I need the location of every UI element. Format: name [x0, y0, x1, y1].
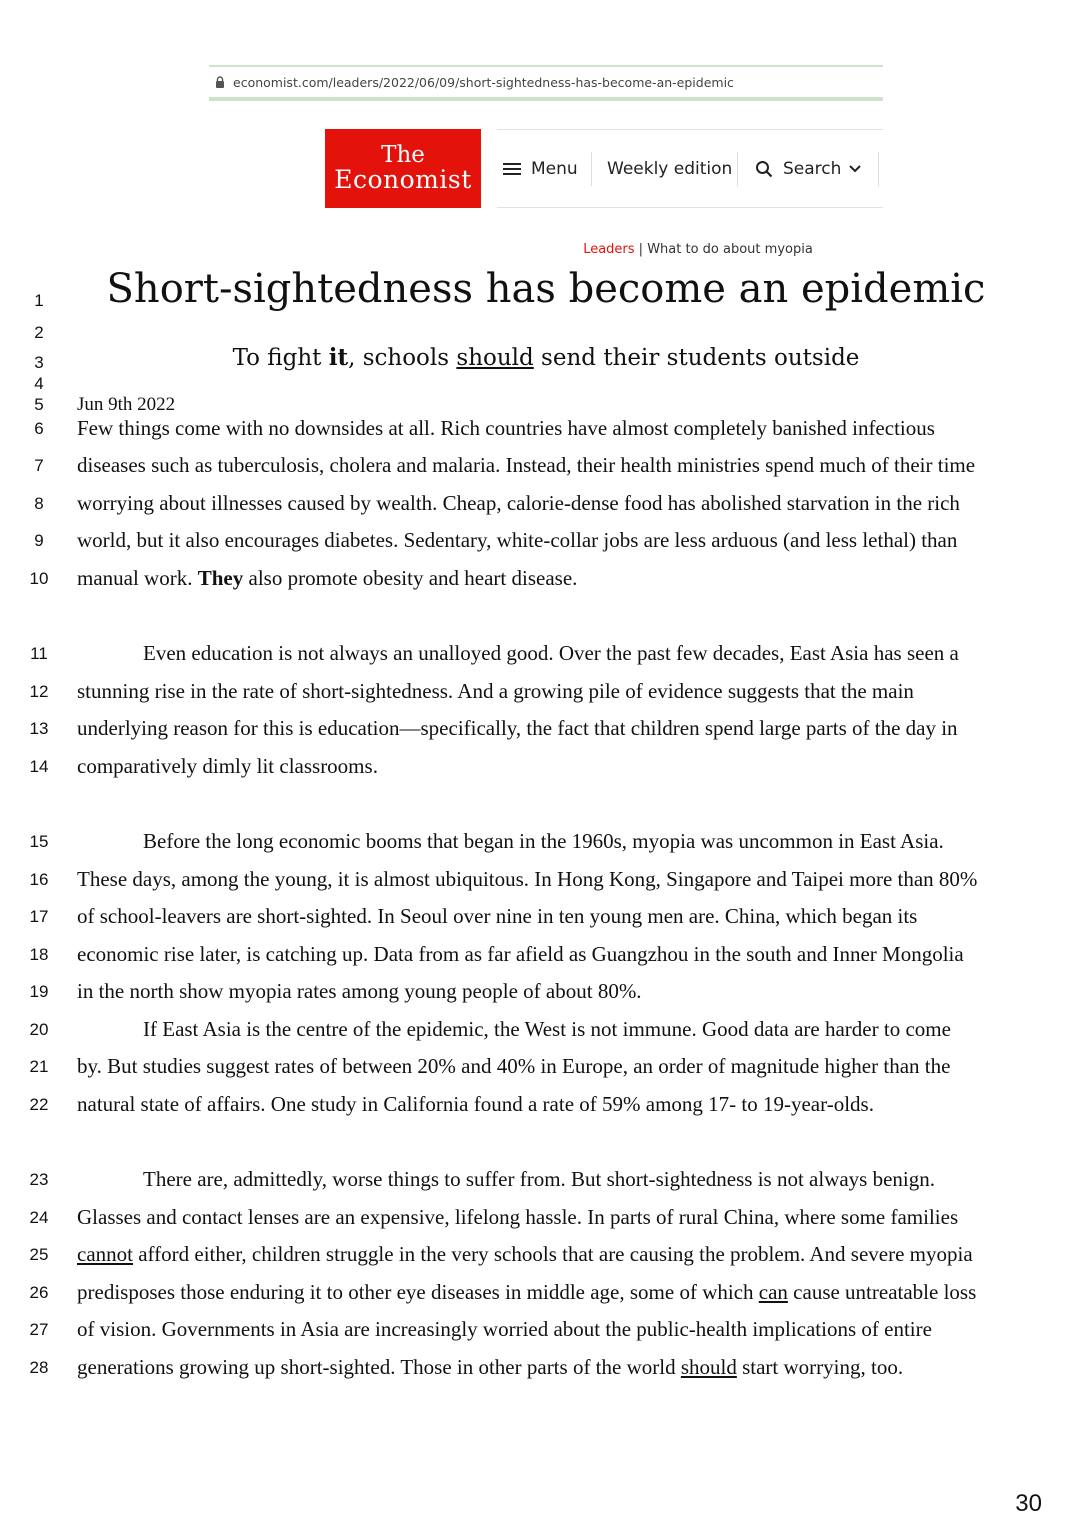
text-line: economic rise later, is catching up. Data from as far afield as Guangzhou in the south and Inner Mongolia: [77, 942, 964, 966]
text-span: cause untreatable loss: [787, 1280, 977, 1304]
text-line: Before the long economic booms that began in the 1960s, myopia was uncommon in East Asia.: [143, 829, 944, 853]
line-number: 27: [29, 1320, 49, 1339]
line-number: 26: [29, 1283, 49, 1302]
text-line: diseases such as tuberculosis, cholera and malaria. Instead, their health ministries spend much of their time: [77, 453, 976, 477]
logo-line-1: The: [381, 142, 425, 169]
subhead-underline: should: [456, 345, 534, 371]
text-span: afford either, children struggle in the very schools that are causing the problem. And severe myopia: [132, 1242, 973, 1266]
text-line: of vision. Governments in Asia are increasingly worried about the public-health implications of entire: [77, 1317, 932, 1341]
text-span: also promote obesity and heart disease.: [243, 566, 578, 590]
line-number: 21: [29, 1057, 49, 1076]
nav-divider: [591, 152, 592, 186]
text-line: of school-leavers are short-sighted. In Seoul over nine in ten young men are. China, which began its: [77, 904, 918, 928]
text-line: worrying about illnesses caused by wealth. Cheap, calorie-dense food has abolished starvation in the rich: [77, 491, 960, 515]
article-date: Jun 9th 2022: [77, 394, 176, 415]
search-icon: [755, 160, 773, 178]
nav-divider: [878, 152, 879, 186]
search-button[interactable]: [755, 130, 861, 207]
line-number: 20: [29, 1020, 49, 1039]
lock-icon: [215, 76, 225, 88]
line-number: 12: [29, 682, 49, 701]
line-number: 4: [34, 374, 44, 393]
line-number: 11: [30, 644, 48, 663]
line-number: 3: [34, 353, 44, 372]
url-text: economist.com/leaders/2022/06/09/short-sightedness-has-become-an-epidemic: [233, 74, 734, 90]
line-number: 13: [29, 719, 49, 738]
text-line: [77, 1355, 903, 1380]
text-line: [77, 1280, 976, 1305]
search-label: Search: [783, 158, 842, 179]
line-number: 7: [34, 456, 44, 475]
text-span: manual work.: [77, 566, 198, 590]
text-line: There are, admittedly, worse things to suffer from. But short-sightedness is not always benign.: [143, 1167, 936, 1191]
line-number: 6: [34, 419, 44, 438]
text-line: [77, 1242, 973, 1267]
text-line: These days, among the young, it is almost ubiquitous. In Hong Kong, Singapore and Taipei more than 80%: [77, 867, 978, 891]
text-line: comparatively dimly lit classrooms.: [77, 754, 378, 778]
line-number: 28: [29, 1358, 49, 1377]
text-line: Few things come with no downsides at all. Rich countries have almost completely banished infectious: [77, 416, 935, 440]
nav-divider: [737, 152, 738, 186]
text-line: Even education is not always an unalloyed good. Over the past few decades, East Asia has seen a: [143, 641, 959, 665]
kicker-separator: |: [634, 242, 648, 257]
text-line: stunning rise in the rate of short-sightedness. And a growing pile of evidence suggests that the main: [77, 679, 914, 703]
weekly-edition-label: Weekly edition: [607, 158, 733, 179]
subhead-bold: it: [328, 344, 349, 371]
text-line: world, but it also encourages diabetes. Sedentary, white-collar jobs are less arduous (and less lethal) than: [77, 528, 958, 552]
text-span: predisposes those enduring it to other eye diseases in middle age, some of which: [77, 1280, 759, 1304]
text-line: in the north show myopia rates among young people of about 80%.: [77, 979, 642, 1003]
hamburger-icon: [503, 162, 521, 176]
line-number: 19: [29, 982, 49, 1001]
menu-label: Menu: [531, 158, 578, 179]
line-number: 18: [29, 945, 49, 964]
url-bar[interactable]: [209, 65, 883, 101]
top-nav: [497, 129, 883, 208]
line-number: 24: [29, 1208, 49, 1227]
underlined-word: should: [680, 1355, 737, 1379]
line-number: 25: [29, 1245, 49, 1264]
economist-logo[interactable]: [325, 129, 481, 208]
line-number: 17: [29, 907, 49, 926]
line-number: 5: [34, 395, 44, 414]
line-number: 1: [34, 291, 44, 310]
chevron-down-icon: [849, 165, 861, 173]
bold-word: They: [197, 566, 244, 590]
text-line: [77, 566, 577, 591]
line-number: 22: [29, 1095, 49, 1114]
kicker-topic: What to do about myopia: [647, 242, 813, 257]
underlined-word: can: [758, 1280, 788, 1304]
text-span: start worrying, too.: [736, 1355, 904, 1379]
text-line: underlying reason for this is education—specifically, the fact that children spend large parts of the day in: [77, 716, 958, 740]
line-number: 23: [29, 1170, 49, 1189]
page-number: 30: [1015, 1490, 1042, 1517]
section-link[interactable]: Leaders: [583, 242, 635, 257]
text-line: natural state of affairs. One study in California found a rate of 59% among 17- to 19-year-olds.: [77, 1092, 874, 1116]
weekly-edition-link[interactable]: [607, 130, 732, 207]
headline: Short-sightedness has become an epidemic: [106, 266, 986, 312]
line-number: 16: [29, 870, 49, 889]
line-number: 15: [29, 832, 49, 851]
subheadline: [0, 344, 1080, 371]
subhead-text: To fight: [232, 345, 329, 371]
subhead-text: , schools: [348, 345, 457, 371]
text-line: by. But studies suggest rates of between 20% and 40% in Europe, an order of magnitude higher than the: [77, 1054, 951, 1078]
subhead-text: send their students outside: [533, 345, 860, 371]
line-number: 8: [34, 494, 44, 513]
text-span: generations growing up short-sighted. Those in other parts of the world: [77, 1355, 681, 1379]
article-kicker: [0, 242, 1080, 257]
text-line: If East Asia is the centre of the epidemic, the West is not immune. Good data are harder to come: [143, 1017, 951, 1041]
line-number: 9: [34, 531, 44, 550]
menu-button[interactable]: [503, 130, 578, 207]
line-number: 14: [29, 757, 49, 776]
line-number: 2: [34, 323, 44, 342]
underlined-word: cannot: [77, 1242, 133, 1266]
logo-line-2: Economist: [334, 165, 472, 195]
line-number: 10: [29, 569, 49, 588]
text-line: Glasses and contact lenses are an expensive, lifelong hassle. In parts of rural China, where some families: [77, 1205, 959, 1229]
